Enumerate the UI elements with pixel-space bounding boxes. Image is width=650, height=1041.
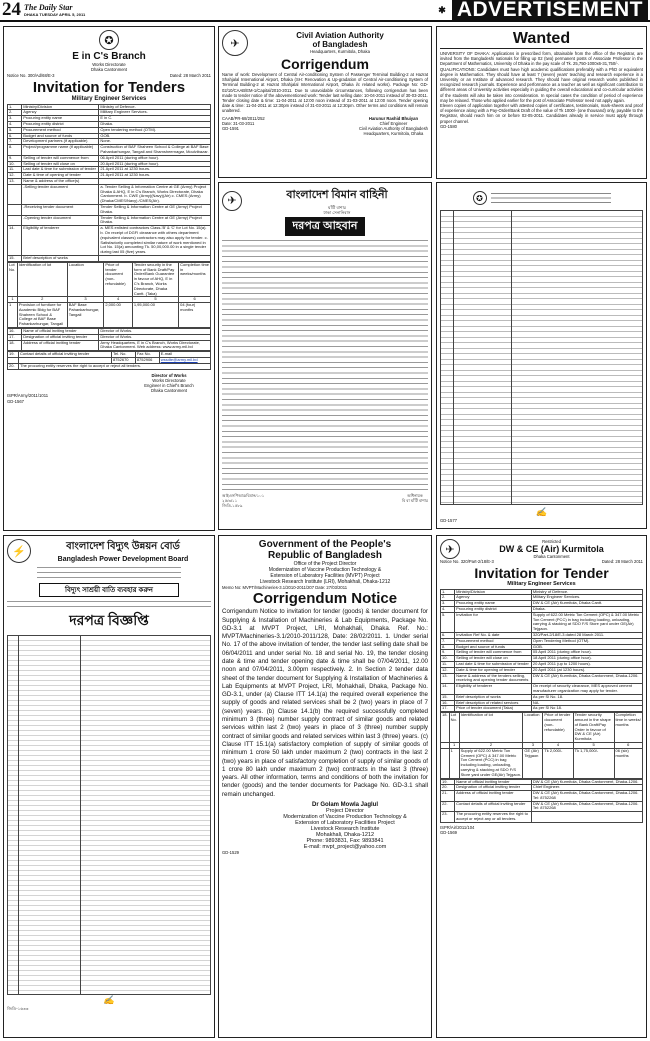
contact-head-fax: Fax No.: [135, 352, 159, 358]
row-value: a. MES enlisted contractors Class-'B' & 'C' for Lot No. 15(a). b. On receipt of DGFI clearance with others department (equivalent classes) contractors may also apply for tender. c. Satisfactorily completed similar nature of work mentioned in Lot No. 15(a) amounting Tk. 50,00,000.00 in a single tender during last 05 (five) years.: [99, 226, 211, 256]
bpdb-logo-icon: ⚡: [7, 539, 31, 563]
govt-title: Corrigendum Notice: [252, 590, 398, 608]
air-title: Invitation for Tender: [474, 564, 609, 581]
row-label: Development partners (if applicable): [22, 139, 99, 145]
row-label: Ministry/Division: [22, 104, 99, 110]
notice-number: Notice No. 300/Ad/68/E-3: [7, 73, 55, 79]
lot-header-cell: Completion time in weeks/ months: [614, 713, 642, 743]
table-row: [441, 801, 643, 812]
row-value: As per Sl No. 18.: [531, 694, 642, 700]
row-label: Designation of official inviting tender: [22, 334, 99, 340]
row-value: Ministry of Defence.: [99, 104, 211, 110]
air-ref: ISPR/Air/2011/104: [440, 824, 475, 830]
row-num: 13.: [441, 673, 455, 684]
bpdb-notice-title: দরপত্র বিজ্ঞপ্তি: [69, 612, 149, 628]
lot-cell: 1,95,000.00: [132, 303, 178, 328]
lot-cell: Tk 2,000/-: [543, 748, 573, 778]
row-label: Address of official inviting tender: [455, 791, 532, 802]
govt-body: Corrigendum Notice to invitation for tender (goods) & tender document for Supplying & Installation of Machineries & Lab Equipments, Package No. GD-3.1 at MVPT Project, LRI, Mohakhali, Dhaka. Ref. No.: MVPT/Machineries-3.1/2010-2011/128, Date: 28/02/2011. 1. Under serial No. 17 of the above invitation of tender, the tender last selling date shall be 06/04/2011 and under serial No. 18 and serial No. 19, the tender closing date & time and tender opening date & time shall be 07/04/2011, 12.00 noon and 07/04/2011, 3.00pm respectively. 2. In Section 2 tender data sheet of the tender document for Supplying & Installation of Machineries & Lab Equipments at MVPT Project, LRI, Mohakhali, Dhaka, Package No. GD-3.1, under (a) Clause ITT 14.1(a) the required overall experience the supply of goods and related services shall be 2 (two) years in place of 7 (seven) years. (b) Clause 14.1(b) the required successfully completed minimum 3 (three) number supply contract of similar goods and related services within last 2 (two) years in place of 3 (three) number supply contract of similar goods and related services within last 3 (three) years. (c) Clause ITT 15.1(a) satisfactory completion of supply of similar goods of minimum 1 crore 50 lakh under maximum 2 (two) contracts in the last 2 (two) years in place of satisfactory completion of supply of similar goods of 1 crore 80 lakh under maximum 2 (two) contracts in the last 3 (three) years. All other information, terms and conditions of both the invitation for tender (goods) and the tender documents for Package No. GD-3.1 shall remain unchanged.: [222, 608, 428, 798]
row-label: Date & time for opening of tender: [455, 667, 532, 673]
row-value: Director of Works.: [99, 329, 211, 335]
contact-tel: 8752670: [111, 358, 135, 364]
row-num: 10.: [441, 656, 455, 662]
lot-header-cell: 5: [573, 742, 614, 748]
row-label: Last date & time for submission of tender: [22, 167, 99, 173]
table-row: [8, 204, 211, 215]
row-value: As per Sl No 18.: [531, 706, 642, 712]
caab-sig-t2: Civil Aviation Authority of Bangladesh: [358, 126, 428, 132]
baf-sub1: ঘাঁটি বাশার: [328, 205, 346, 210]
row-num: 9.: [8, 155, 22, 161]
row-num: 18.: [8, 340, 22, 351]
notice-subtitle: Military Engineer Services: [71, 95, 147, 102]
bpdb-gd: জিডি-১৬৩৩: [7, 1006, 29, 1011]
ad-bpdb-tender: [3, 535, 215, 1038]
row-value: GOB.: [531, 644, 642, 650]
row-value: Military Engineer Services.: [99, 110, 211, 116]
contact-head-email: E-mail: [159, 352, 210, 358]
row-value: Tender Selling & Information Centre at GE (Army) Project Dhaka.: [99, 215, 211, 226]
row-label: Selling of tender will close on: [455, 656, 532, 662]
govt-sig2: Modernization of Vaccine Production Technology &: [283, 814, 407, 821]
govt-proj2: Extension of Laboratory Facilities (MVPT) Project: [270, 573, 380, 579]
govt-office: Office of the Project Director: [293, 561, 357, 567]
row-value: Supply of 622.00 Metric Ton Cement (OPC) & 347.00 Metric Ton Cement (PCC) in bag including loading, unloading, carrying & stacking at SDO F/S Store yard under GE(Air) Tejgaon.: [531, 612, 642, 632]
row-num: 6.: [8, 133, 22, 139]
contact-table: 19. Contact details of official inviting tender Tel. No. Fax No. E-mail 8752670 8752906 wssdte@army.mil.bd 20. The procuring entity reserves the right to accept or reject all tenders.: [7, 351, 211, 369]
row-label: Budget and source of funds: [455, 644, 532, 650]
govt-sig-name: Dr Golam Mowla Jaglul: [311, 802, 378, 809]
row-value: 06 April 2011 (during office hour).: [99, 155, 211, 161]
row-num: 19.: [8, 352, 19, 358]
lot-header-cell: Tender security amount in the shape of Bank Draft/Pay Order in favour of DW & CE (Air) Kurmitola: [573, 713, 614, 743]
table-row: [8, 215, 211, 226]
row-num: 3.: [441, 601, 455, 607]
air-tender-table-2: [440, 779, 643, 823]
dateline: DHAKA TUESDAY APRIL 5, 2011: [24, 12, 86, 17]
row-num: 11.: [8, 167, 22, 173]
lot-cell: GE (Air) Tejgaon: [523, 748, 543, 778]
row-num: 5.: [441, 612, 455, 632]
row-label: Procuring entity name: [22, 116, 99, 122]
lot-header-row: [441, 713, 643, 743]
row-num: 10.: [8, 161, 22, 167]
table-row: [8, 145, 211, 156]
row-num: 22.: [441, 801, 455, 812]
govt-sig3: Extension of Laboratory Facilities Project: [295, 820, 395, 827]
row-num: 16.: [441, 700, 455, 706]
row-label: Procurement method: [22, 127, 99, 133]
wanted-p1: UNIVERSITY OF DHAKA: Applications in prescribed form, obtainable from the office of the Registrar, are invited from the Bangladeshi nationals for filling up 02 (two) permanent posts of Associate Professor in the Department of Mathematics, University of Dhaka in the pay scale of Tk. 25,750-1000x6-31,750/-.: [440, 51, 643, 67]
lot-cell: 04 (four) months: [179, 303, 211, 328]
contact-label: Contact details of official inviting tender: [19, 352, 112, 358]
lot-header-cell: 18.: [441, 713, 450, 743]
row-num: 3.: [8, 116, 22, 122]
table-row: [8, 184, 211, 204]
org-sub2: Dhaka Cantonment: [90, 67, 128, 73]
lot-cell: 2,000.00: [104, 303, 133, 328]
air-date: Dated: 28 March 2011: [601, 559, 643, 565]
wanted-title: Wanted: [440, 30, 643, 49]
army-emblem-icon: ✪: [99, 30, 119, 50]
section-title: ADVERTISEMENT: [452, 0, 648, 20]
caab-org1: Civil Aviation Authority: [296, 31, 384, 41]
row-label: Last date & time for submission of tender: [455, 661, 532, 667]
govt-memo: Memo No: MVPT/Machineries-3.1/2010-2011/207 Date: 27/03/2011: [222, 585, 348, 590]
lot-row: [441, 748, 643, 778]
row-value: [531, 812, 642, 823]
row-value: Ministry of Defence.: [531, 589, 642, 595]
row-label: Date & time of opening of tender: [22, 173, 99, 179]
row-value: Construction of BAF Shaheen School & College at BAF Base Pahankarhungar, Tangail and Shamsheernagar, Moulvibazar.: [100, 144, 209, 154]
row-label: Invitation Ref No. & date: [455, 632, 532, 638]
table-row: [441, 673, 643, 684]
bengali-table: [440, 210, 643, 505]
caab-ref-date: Date: 31-03-2011: [222, 120, 255, 126]
row-num: 7.: [8, 139, 22, 145]
caab-sig-t3: Headquarters, Kurmitola, Dhaka: [363, 131, 424, 137]
lot-table: [7, 262, 211, 328]
row-value: 21 April 2011 at 1230 hours.: [99, 167, 211, 173]
row-label: Name & address of the tenders selling, receiving and opening tender documents: [455, 673, 532, 684]
baf-sign: অধিনায়ক: [407, 493, 423, 499]
caab-gd: GD-1591: [222, 126, 239, 132]
lot-cell: Tk 1,75,000/-: [573, 748, 614, 778]
lot-header-cell: Tender security in the form of Bank Draft/Pay Order/Bank Guarantee in favour of AHQ, E in C's Branch, Works Directorate, Dhaka Cantt. (Taka): [132, 262, 178, 297]
row-label: The procuring entity reserves the right to accept or reject any or all tenders.: [455, 812, 532, 823]
table-row: [441, 706, 643, 712]
ispr-ref: ISPR/Army/2011/1011: [7, 393, 49, 399]
row-num: [8, 215, 22, 226]
lot-header-cell: 6: [179, 297, 211, 303]
baf-body-text: [222, 238, 428, 490]
caab-hq: Headquarters, Kurmitola, Dhaka: [310, 49, 370, 55]
row-num: 17.: [441, 706, 455, 712]
row-value: 320/Part-2/18/E-3 dated 28 March 2011.: [531, 632, 642, 638]
row-label: Price of tender document (Taka): [455, 706, 532, 712]
row-value: [99, 255, 211, 261]
reserve-note: The procuring entity reserves the right to accept or reject all tenders.: [19, 363, 211, 369]
lot-header-cell: 4: [104, 297, 133, 303]
row-num: 16.: [8, 329, 22, 335]
govt-gd: GD-1529: [222, 850, 239, 856]
lot-cell: BAF Base Pahankarhungar, Tangail: [67, 303, 104, 328]
restricted-label: Restricted: [542, 539, 561, 544]
row-label: -Receiving tender document: [22, 204, 99, 215]
baf-sub2: ঢাকা সেনানিবাস: [323, 210, 351, 216]
signature-image: ✍: [535, 507, 548, 517]
table-row: [441, 684, 643, 695]
row-label: Procuring entity district: [455, 607, 532, 613]
tender-table-2: [7, 328, 211, 351]
ad-dwce-air-tender: [436, 535, 647, 1038]
baf-ref: আইএসপিআর/বিমান/১০১: [222, 493, 265, 499]
row-label: Selling of tender will commence from: [455, 650, 532, 656]
row-value: DW & CE (Air) Kurmitola, Dhaka Cantonment, Dhaka-1206. Tel: 8752268: [531, 801, 642, 812]
caab-ref: CAAB/PR-68/2011/252: [222, 115, 265, 121]
air-subtitle: Military Engineer Services: [507, 580, 576, 587]
row-num: 21.: [441, 791, 455, 802]
row-num: 8.: [441, 644, 455, 650]
baf-notice-title: দরপত্র আহবান: [285, 217, 365, 236]
caab-title: Corrigendum: [281, 56, 369, 72]
notice-title: Invitation for Tenders: [32, 78, 186, 96]
lot-header-cell: 4: [543, 742, 573, 748]
baf-date: ২৫/৩/১১: [222, 498, 238, 504]
baf-title: বাংলাদেশ বিমান বাহিনী: [286, 189, 388, 201]
row-label: -Selling tender document: [22, 184, 99, 204]
row-value: 20 April 2011 (during office hour).: [99, 161, 211, 167]
page-number: 24: [2, 0, 21, 20]
lot-header-cell: 1: [449, 742, 459, 748]
row-label: Eligibility of tenderer: [455, 684, 532, 695]
row-value: 20 April 2011 (up to 1200 hours).: [531, 661, 642, 667]
row-value: DW & CE (Air) Kurmitola, Dhaka Cantt.: [531, 601, 642, 607]
caab-sig-t1: Chief Engineer: [379, 120, 408, 126]
lot-header-cell: Price of tender document (non-refundable): [543, 713, 573, 743]
lot-header-cell: Completion time in weeks/months: [179, 262, 211, 297]
lot-header-cell: 5: [132, 297, 178, 303]
row-value: Army Headquarters, E in C's Branch, Works Directorate, Dhaka Cantonment. Web address: www.army.mil.bd: [99, 340, 211, 351]
row-label: Agency: [22, 110, 99, 116]
row-label: Budget and source of funds: [22, 133, 99, 139]
lot-header-cell: 3: [67, 297, 104, 303]
gov-emblem-icon: ✪: [473, 191, 487, 205]
sign-title: Director of Works: [151, 372, 187, 378]
row-num: 11.: [441, 661, 455, 667]
lot-row: [8, 303, 211, 328]
baf-gd: জিডি-১৫৮৯: [222, 503, 243, 509]
paper-name: The Daily Star: [24, 3, 73, 12]
bpdb-title-en: Bangladesh Power Development Board: [57, 556, 189, 563]
caab-org2: of Bangladesh: [312, 40, 368, 50]
row-label: Brief description of works: [455, 694, 532, 700]
air-emblem-icon: ✈: [440, 539, 460, 559]
lot-cell: 1: [449, 748, 459, 778]
row-value: NA.: [531, 700, 642, 706]
ad-bengali-table-notice: [436, 182, 647, 529]
air-lot-table: [440, 712, 643, 778]
row-label: Ministry/Division: [455, 589, 532, 595]
lot-header-cell: 3: [523, 742, 543, 748]
lot-header-cell: 6: [614, 742, 642, 748]
row-num: 15.: [441, 694, 455, 700]
air-notice-no: Notice No. 320/Part-2/18/E-3: [440, 559, 494, 565]
wanted-p3: Eleven copies of application together with attested copies of certificates, testimonials, mark-sheets and proof of experience along with a Pay-Order/Bank Draft of the value of Tk 1000/- (one thousand) only, payable to the Registrar, should reach him on or before 02-05-2011. Candidates already in service must apply through proper channel.: [440, 103, 643, 124]
air-loc: Dhaka Cantonment: [533, 554, 570, 560]
notice-date: Dated: 28 March 2011: [169, 73, 211, 79]
lot-header-row: [8, 262, 211, 297]
row-value: GOB.: [99, 133, 211, 139]
row-num: 9.: [441, 650, 455, 656]
row-value: Chief Engineer.: [531, 785, 642, 791]
row-label: Procuring entity name: [455, 601, 532, 607]
table-row: [8, 340, 211, 351]
row-num: 6.: [441, 632, 455, 638]
row-value: None.: [99, 139, 211, 145]
contact-fax: 8752906: [135, 358, 159, 364]
govt-sig5: Mohakhali, Dhaka-1212: [315, 832, 375, 839]
lot-header-cell: Location: [523, 713, 543, 743]
row-label: Procuring entity district: [22, 122, 99, 128]
row-num: 4.: [8, 122, 22, 128]
row-num: 17.: [8, 334, 22, 340]
air-org: DW & CE (Air) Kurmitola: [499, 544, 604, 555]
lot-header-cell: 2: [17, 297, 67, 303]
ad-mvpt-corrigendum: [218, 535, 432, 1038]
row-num: 14.: [441, 684, 455, 695]
govt-title2: Republic of Bangladesh: [268, 550, 382, 561]
air-gd: GD-1569: [440, 830, 457, 836]
row-value: DW & CE (Air) Kurmitola, Dhaka Cantonment, Dhaka-1206.: [531, 779, 642, 785]
caab-sig-name: Harunur Rashid Bhuiyan: [368, 115, 419, 121]
row-num: 4.: [441, 607, 455, 613]
lot-cell: [441, 748, 450, 778]
gd-number: GD-1567: [7, 398, 24, 404]
row-num: 1.: [441, 589, 455, 595]
govt-sig1: Project Director: [326, 808, 364, 815]
lot-header-cell: Identification of lot: [17, 262, 67, 297]
govt-sig4: Livestock Research Institute: [310, 826, 380, 833]
row-num: 20.: [441, 785, 455, 791]
org-sub1: Works Directorate: [92, 62, 126, 67]
row-num: 12.: [8, 173, 22, 179]
lot-cell: Provision of furniture for Academic Bldg for BAF Shaheen School & College at BAF Base Pahankarhungar, Tangail: [17, 303, 67, 328]
row-label: Contact details of official inviting tender: [455, 801, 532, 812]
row-num: 7.: [441, 638, 455, 644]
bpdb-signature-image: ✍: [103, 995, 115, 1005]
row-value: Open Tendering Method (OTM).: [531, 638, 642, 644]
lot-cell: 06 (six) months: [614, 748, 642, 778]
row-label: Address of official inviting tender: [22, 340, 99, 351]
govt-proj3: Livestock Research Institute (LRI), Mohakhali, Dhaka-1212: [259, 579, 391, 585]
row-num: 5.: [8, 127, 22, 133]
row-value: Director of Works.: [99, 334, 211, 340]
row-num: 8.: [8, 145, 22, 156]
govt-sig7: E-mail: mvpt_project@yahoo.com: [303, 844, 387, 851]
govt-title1: Government of the People's: [258, 539, 392, 550]
row-num: 2.: [441, 595, 455, 601]
sign-line4: Dhaka Cantonment: [150, 388, 188, 394]
row-label: Procurement method: [455, 638, 532, 644]
row-label: -Opening tender document: [22, 215, 99, 226]
lot-header-cell: Location: [67, 262, 104, 297]
air-tender-table: [440, 589, 643, 713]
lot-header-cell: Identification of lot: [459, 713, 523, 743]
org-name: E in C's Branch: [72, 51, 146, 62]
row-value: DW & CE (Air) Kurmitola, Dhaka Cantonment, Dhaka-1206. Tel: 8752268: [531, 791, 642, 802]
row-value: a. Tender Selling & Information Centre at GE (Army) Project Dhaka & AHQ, E in C's Branch, Works Directorate, Dhaka Cantonment. b. CWE (Army)(Navy)(Air) c. CMES (Army)(Dhaka/CMES/Navy) /CMES(Air).: [99, 184, 211, 204]
row-value: On receipt of security clearance, MES approved cement manufacturer organization may apply for tender.: [531, 684, 642, 695]
row-num: 2.: [8, 110, 22, 116]
row-label: Name & address of the office(s): [22, 178, 99, 184]
row-value: 20 April 2011 (at 1230 hours).: [531, 667, 642, 673]
table-row: [441, 791, 643, 802]
table-row: [8, 226, 211, 256]
contact-email: wssdte@army.mil.bd: [159, 358, 210, 364]
row-num: 14.: [8, 226, 22, 256]
row-label: Selling of tender will close on: [22, 161, 99, 167]
row-num: 15.: [8, 255, 22, 261]
row-num: 1.: [8, 104, 22, 110]
row-label: Project/programme name (if applicable): [22, 145, 99, 156]
ad-caab-corrigendum: [218, 26, 432, 178]
row-label: Eligibility of tenderer: [22, 226, 99, 256]
bpdb-title-bn: বাংলাদেশ বিদ্যুৎ উন্নয়ন বোর্ড: [66, 541, 180, 552]
row-label: Selling of tender will commence from: [22, 155, 99, 161]
row-num: 13.: [8, 178, 22, 184]
sign-line2: Works Directorate: [152, 377, 186, 383]
lot-header-cell: Lot No.: [449, 713, 459, 743]
row-label: Invitation for: [455, 612, 532, 632]
lot-header-cell: 2: [459, 742, 523, 748]
baf-sign2: বি বা ঘাঁটি বাশার: [401, 498, 428, 504]
masthead: [24, 3, 85, 17]
page-header: [0, 0, 650, 22]
row-value: 18 April 2011 (during office hour).: [531, 656, 642, 662]
lot-header-cell: 1: [8, 297, 18, 303]
row-value: DW & CE (Air) Kurmitola, Dhaka Cantonment, Dhaka-1206.: [531, 673, 642, 684]
ad-einc-tender: [3, 26, 215, 531]
row-value: Dhaka.: [531, 607, 642, 613]
caab-body: Name of work: Development of Central Air-conditioning System of Passenger Terminal Building-2 at Hazrat Shahjalal International Airport, Dhaka (SH: Renovation & Up-gradation of Central Air-conditioning System of Terminal Building-2 at Hazrat Shahjalal International Airport, Dhaka i/c related works). Package No: GD-02/10/CAAB/EM-1/Capital/2010-2011. Due to unavoidable circumstances, following corrigendum has been made to tender notice of the abovementioned work: Tender last selling date: 10-04-2011 instead of 30-03-2011. Tender closing date & time: 11-04-2011 at 12:00 noon instead of 31-03-2011 at 12:00 noon. Tender opening date & time: 11-04-2011 at 12:30pm instead of 31-03-2011 at 12:30pm. Other terms and conditions will remain unaltered.: [222, 72, 428, 114]
contact-head-tel: Tel. No.: [111, 352, 135, 358]
row-value: 05 April 2011 (during office hour).: [531, 650, 642, 656]
row-value: Dhaka.: [99, 122, 211, 128]
table-row: [441, 812, 643, 823]
bpdb-slogan: বিদ্যুৎ সাশ্রয়ী বাতি ব্যবহার করুন: [39, 583, 179, 597]
row-num: 12.: [441, 667, 455, 673]
wanted-p2: QUALIFICATIONS: Candidates must have high academic qualifications preferably with a PhD or equivalent degree in Mathematics. They should have at least 7 (seven) years' teaching and research experience in a University or an Institute of advanced research. They should have original research works published in recognized research journals. Experience and performance as a teacher as well as significant contribution to different areas of University activities especially in guiding the overall educational and co-curricular activities of the students will also be taken into consideration. In special cases the condition of period of experience may be relaxed. Those who applied earlier for the post of Associate Professor need not apply again.: [440, 66, 643, 103]
ad-baf-tender: [218, 182, 432, 530]
lot-cell: Supply of 622.00 Metric Ton Cement (OPC) & 347.00 Metric Ton Cement (PCC) in bag including loading, unloading, carrying & stacking at SDO F/S Store yard under GE(Air) Tejgaon.: [460, 747, 522, 777]
row-value: 21 April 2011 at 1230 hours.: [99, 173, 211, 179]
row-num: 19.: [441, 779, 455, 785]
lot-cell: 1: [8, 303, 18, 328]
row-num: 23.: [441, 812, 455, 823]
table-row: [441, 612, 643, 632]
row-label: Designation of official inviting tender: [455, 785, 532, 791]
row-num: [8, 184, 22, 204]
wanted-gd: GD-1580: [440, 123, 457, 129]
tender-table: [7, 104, 211, 262]
govt-sig6: Phone: 9893831, Fax: 9893841: [306, 838, 384, 845]
sign-line3: Engineer in Chief's Branch: [144, 383, 194, 389]
caab-logo-icon: ✈: [222, 30, 248, 56]
row-label: Name of official inviting tender: [22, 329, 99, 335]
row-value: E in C.: [99, 116, 211, 122]
row-value: Open tendering method (OTM).: [99, 127, 211, 133]
baf-emblem-icon: ✈: [222, 191, 242, 211]
table-row: [8, 255, 211, 261]
row-label: Agency: [455, 595, 532, 601]
row-label: Brief description of works: [22, 255, 99, 261]
govt-proj1: Modernization of Vaccine Production Technology &: [268, 567, 382, 573]
lot-header-cell: Lot No.: [8, 262, 18, 297]
bn-notice-gd: GD-1577: [440, 518, 457, 523]
bpdb-table: [7, 635, 211, 995]
row-num: [8, 204, 22, 215]
row-label: Brief description of related services: [455, 700, 532, 706]
lot-header-cell: Price of tender document (non-refundable): [104, 262, 133, 297]
row-value: Military Engineer Services.: [531, 595, 642, 601]
star-logo-icon: ✱: [438, 4, 446, 15]
row-label: Name of official inviting tender: [455, 779, 532, 785]
row-value: Tender Selling & Information Centre at GE (Army) Project Dhaka.: [99, 204, 211, 215]
ad-wanted: [436, 26, 647, 179]
